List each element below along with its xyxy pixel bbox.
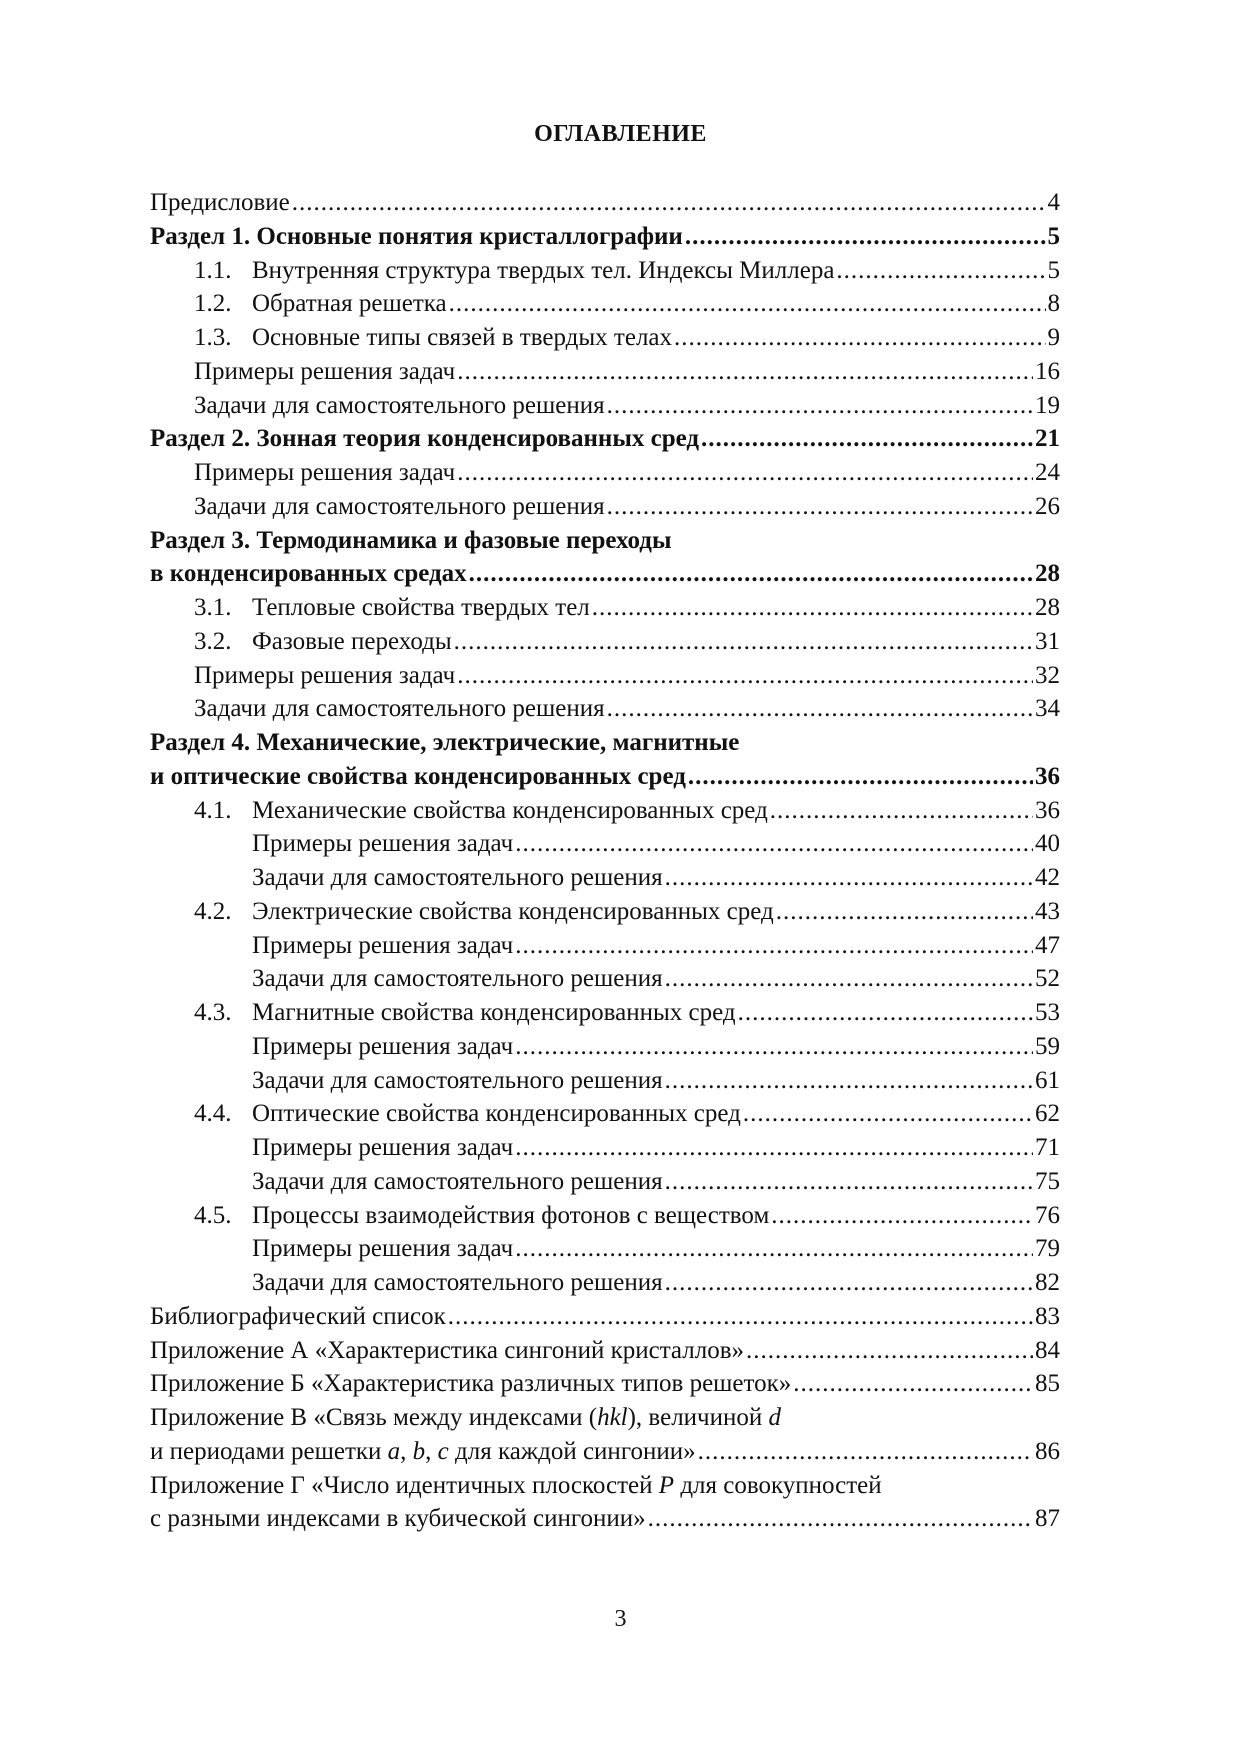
toc-entry [150, 1199, 1060, 1233]
toc-entry [150, 1232, 1060, 1266]
toc-page-number: 87 [1035, 1505, 1060, 1533]
toc-page-number: 53 [1035, 999, 1060, 1026]
toc-entry [150, 557, 1060, 591]
dot-leader [665, 1064, 1033, 1098]
toc-entry [150, 1030, 1060, 1064]
toc-page-number: 43 [1035, 897, 1060, 925]
toc-entry [150, 287, 1060, 321]
dot-leader [793, 1367, 1033, 1401]
toc-entry-number: 1.3. [194, 324, 232, 351]
dot-leader [469, 557, 1033, 591]
toc-entry-title: Примеры решения задач [252, 931, 514, 959]
toc-entry-title: Задачи для самостоятельного решения [194, 492, 605, 520]
dot-leader [448, 1300, 1033, 1334]
toc-entry [150, 389, 1060, 423]
toc-entry-title: Примеры решения задач [252, 1032, 514, 1060]
dot-leader [698, 1435, 1033, 1469]
dot-leader [770, 794, 1033, 828]
dot-leader [738, 996, 1033, 1030]
toc-page-number: 75 [1035, 1167, 1060, 1195]
toc-entry [150, 1367, 1060, 1401]
toc-entry-text [252, 929, 513, 963]
dot-leader [665, 861, 1033, 895]
toc-entry-text [150, 186, 290, 220]
toc-entry-text [194, 287, 447, 321]
toc-entry-title: и оптические свойства конденсированных сред [150, 762, 686, 790]
toc-entry-title: с разными индексами в кубической сингонии» [150, 1505, 646, 1533]
toc-entry [150, 659, 1060, 693]
toc-entry-text [194, 996, 736, 1030]
toc-entry-text [252, 1266, 663, 1300]
dot-leader [674, 321, 1045, 355]
toc-entry-title: Электрические свойства конденсированных сред [252, 897, 774, 925]
toc-entry [150, 1300, 1060, 1334]
toc-entry-title: Процессы взаимодействия фотонов с веществом [252, 1201, 770, 1229]
toc-page-number: 86 [1035, 1437, 1060, 1465]
toc-entry-title: Задачи для самостоятельного решения [252, 1167, 663, 1195]
toc-entry-text [194, 625, 452, 659]
dot-leader [685, 220, 1046, 254]
dot-leader [607, 490, 1033, 524]
toc-entry-title: Примеры решения задач [252, 1235, 514, 1263]
toc-entry-text [194, 355, 455, 389]
toc-entry-text [252, 1030, 513, 1064]
toc-page-number: 19 [1035, 391, 1060, 419]
toc-entry-number: 4.5. [194, 1201, 232, 1229]
toc-entry-text [194, 1097, 741, 1131]
toc-entry-title: Основные типы связей в твердых телах [252, 324, 673, 351]
toc-entry [150, 1435, 1060, 1469]
toc-entry-text [150, 220, 683, 254]
toc-entry-title: Задачи для самостоятельного решения [252, 1269, 663, 1296]
toc-entry-text [194, 659, 455, 693]
toc-entry-text [150, 557, 467, 591]
toc-entry-title: Приложение Б «Характеристика различных типов решеток» [150, 1370, 792, 1398]
page-number: 3 [614, 1606, 627, 1632]
dot-leader [515, 929, 1033, 963]
toc-page-number: 4 [1047, 189, 1060, 216]
dot-leader [515, 1232, 1033, 1266]
toc-entry-title: Фазовые переходы [252, 627, 452, 655]
toc-page-number: 32 [1035, 661, 1060, 689]
toc-entry [150, 929, 1060, 963]
toc-entry-title: Предисловие [150, 189, 290, 216]
toc-entry [150, 625, 1060, 659]
toc-entry [150, 1334, 1060, 1368]
toc-entry-text [252, 1165, 663, 1199]
dot-leader [457, 456, 1033, 490]
toc-entry-text [150, 760, 686, 794]
toc-page-number: 82 [1035, 1269, 1060, 1296]
toc-entry-text [194, 794, 768, 828]
toc-entry-text: Приложение В «Связь между индексами (hkl), величиной d [150, 1404, 782, 1431]
toc-entry-number: 4.3. [194, 999, 232, 1026]
toc-entry-text [150, 1367, 791, 1401]
toc-entry-text [194, 895, 774, 929]
toc-page-number: 40 [1035, 830, 1060, 858]
toc-entry [150, 1469, 1060, 1503]
toc-page-number: 31 [1035, 627, 1060, 655]
toc-entry-text [194, 692, 605, 726]
toc-page-number: 24 [1035, 459, 1060, 486]
toc-entry-text [252, 962, 663, 996]
toc-entry [150, 1131, 1060, 1165]
toc-entry-number: 1.2. [194, 290, 232, 318]
toc-entry-text [150, 1300, 446, 1334]
toc-entry-number: 4.1. [194, 796, 232, 824]
toc-entry-title: Приложение А «Характеристика сингоний кристаллов» [150, 1336, 745, 1364]
dot-leader [836, 254, 1045, 288]
toc-entry-number: 4.4. [194, 1100, 232, 1128]
toc-entry [150, 861, 1060, 895]
toc-entry [150, 827, 1060, 861]
toc-page-number: 16 [1035, 357, 1060, 385]
toc-page-number: 85 [1035, 1370, 1060, 1398]
toc-entry-title: Раздел 1. Основные понятия кристаллографии [150, 222, 683, 250]
toc-page-number: 47 [1035, 931, 1060, 959]
toc-page-number: 36 [1035, 762, 1060, 790]
toc-page-number: 71 [1035, 1134, 1060, 1161]
dot-leader [292, 186, 1046, 220]
toc-entry-text [194, 389, 605, 423]
toc-entry [150, 895, 1060, 929]
toc-page-number: 34 [1035, 695, 1060, 723]
toc-entry [150, 1165, 1060, 1199]
toc-entry [150, 186, 1060, 220]
toc-entry-text [252, 1131, 513, 1165]
toc-entry-title: Механические свойства конденсированных сред [252, 796, 768, 824]
toc-entry [150, 422, 1060, 456]
toc-entry-text [150, 729, 739, 756]
toc-entry-text: Приложение Г «Число идентичных плоскостей P для совокупностей [150, 1471, 882, 1499]
toc-entry-text: и периодами решетки a, b, c для каждой сингонии» [150, 1437, 696, 1465]
dot-leader [454, 625, 1033, 659]
toc-entry-text [194, 321, 672, 355]
dot-leader [515, 1131, 1033, 1165]
dot-leader [607, 389, 1033, 423]
toc-entry-title: Примеры решения задач [194, 661, 456, 689]
toc-entry-title: Задачи для самостоятельного решения [252, 965, 663, 993]
toc-entry-title: Внутренняя структура твердых тел. Индексы Миллера [252, 256, 835, 284]
toc-page-number: 5 [1047, 256, 1060, 284]
toc-page-number: 9 [1047, 324, 1060, 351]
toc-entry-text [194, 254, 834, 288]
toc-page-number: 76 [1035, 1201, 1060, 1229]
dot-leader [776, 895, 1033, 929]
toc-entry [150, 1401, 1060, 1435]
toc-page-number: 62 [1035, 1100, 1060, 1128]
toc-entry-title: Раздел 4. Механические, электрические, магнитные [150, 729, 740, 756]
toc-page-number: 5 [1047, 222, 1060, 250]
toc-entry-number: 3.1. [194, 594, 232, 621]
toc-entry-title: Примеры решения задач [252, 830, 514, 858]
toc-entry-text [194, 456, 455, 490]
dot-leader [449, 287, 1046, 321]
toc-entry [150, 1064, 1060, 1098]
toc-entry-number: 4.2. [194, 897, 232, 925]
toc-entry-title: Обратная решетка [252, 290, 447, 318]
toc-page-number: 8 [1047, 290, 1060, 318]
dot-leader [665, 1266, 1033, 1300]
toc-entry [150, 220, 1060, 254]
dot-leader [665, 1165, 1033, 1199]
dot-leader [771, 1199, 1033, 1233]
toc-page-number: 84 [1035, 1336, 1060, 1364]
toc-entry-text [150, 527, 671, 554]
toc-entry-text [252, 861, 663, 895]
toc-entry-title: Магнитные свойства конденсированных сред [252, 999, 736, 1026]
toc-entry [150, 996, 1060, 1030]
toc-entry-title: в конденсированных средах [150, 560, 467, 588]
dot-leader [746, 1334, 1033, 1368]
toc-entry-title: Задачи для самостоятельного решения [194, 391, 605, 419]
dot-leader [515, 827, 1033, 861]
toc-entry [150, 794, 1060, 828]
toc-entry-number: 1.1. [194, 256, 232, 284]
dot-leader [665, 962, 1033, 996]
toc-entry [150, 1502, 1060, 1536]
toc-page-number: 26 [1035, 492, 1060, 520]
toc-entry [150, 490, 1060, 524]
toc-entry-title: Примеры решения задач [194, 357, 456, 385]
toc-entry [150, 692, 1060, 726]
toc-entry-title: Задачи для самостоятельного решения [252, 864, 663, 891]
toc-entry [150, 524, 1060, 558]
toc-page-number: 42 [1035, 864, 1060, 891]
dot-leader [688, 760, 1033, 794]
toc-page-number: 52 [1035, 965, 1060, 993]
toc-entry-title: Примеры решения задач [252, 1134, 514, 1161]
table-of-contents [150, 186, 1060, 1536]
toc-page-number: 61 [1035, 1066, 1060, 1094]
toc-entry-text [194, 591, 590, 625]
toc-entry [150, 1097, 1060, 1131]
toc-page-number: 83 [1035, 1302, 1060, 1330]
toc-entry-title: Примеры решения задач [194, 459, 456, 486]
dot-leader [743, 1097, 1033, 1131]
dot-leader [457, 355, 1033, 389]
dot-leader [457, 659, 1033, 693]
toc-entry-title: Раздел 2. Зонная теория конденсированных сред [150, 425, 700, 453]
toc-entry-title: Тепловые свойства твердых тел [252, 594, 590, 621]
toc-entry [150, 254, 1060, 288]
dot-leader [648, 1502, 1033, 1536]
toc-entry [150, 591, 1060, 625]
toc-entry-text [252, 827, 513, 861]
toc-entry-text [194, 1199, 769, 1233]
toc-entry-title: Оптические свойства конденсированных сред [252, 1100, 741, 1128]
toc-page-number: 59 [1035, 1032, 1060, 1060]
toc-entry [150, 456, 1060, 490]
toc-entry-text [252, 1064, 663, 1098]
dot-leader [592, 591, 1033, 625]
toc-entry-number: 3.2. [194, 627, 232, 655]
toc-page-number: 28 [1035, 560, 1060, 588]
toc-entry [150, 726, 1060, 760]
toc-entry-text [150, 422, 699, 456]
toc-entry-text [150, 1334, 744, 1368]
toc-entry [150, 1266, 1060, 1300]
page-title: ОГЛАВЛЕНИЕ [534, 121, 707, 147]
dot-leader [515, 1030, 1033, 1064]
toc-entry-text [252, 1232, 513, 1266]
toc-entry [150, 760, 1060, 794]
toc-entry [150, 321, 1060, 355]
toc-entry-title: Задачи для самостоятельного решения [194, 695, 605, 723]
toc-entry [150, 962, 1060, 996]
toc-page-number: 36 [1035, 796, 1060, 824]
toc-entry-title: Раздел 3. Термодинамика и фазовые переходы [150, 526, 672, 554]
toc-entry-title: Библиографический список [150, 1302, 446, 1330]
toc-entry-text [194, 490, 605, 524]
toc-page-number: 79 [1035, 1235, 1060, 1263]
toc-entry [150, 355, 1060, 389]
dot-leader [607, 692, 1033, 726]
toc-entry-title: Задачи для самостоятельного решения [252, 1066, 663, 1094]
toc-page-number: 28 [1035, 594, 1060, 621]
toc-entry-text [150, 1502, 646, 1536]
dot-leader [701, 422, 1033, 456]
toc-page-number: 21 [1035, 425, 1060, 453]
